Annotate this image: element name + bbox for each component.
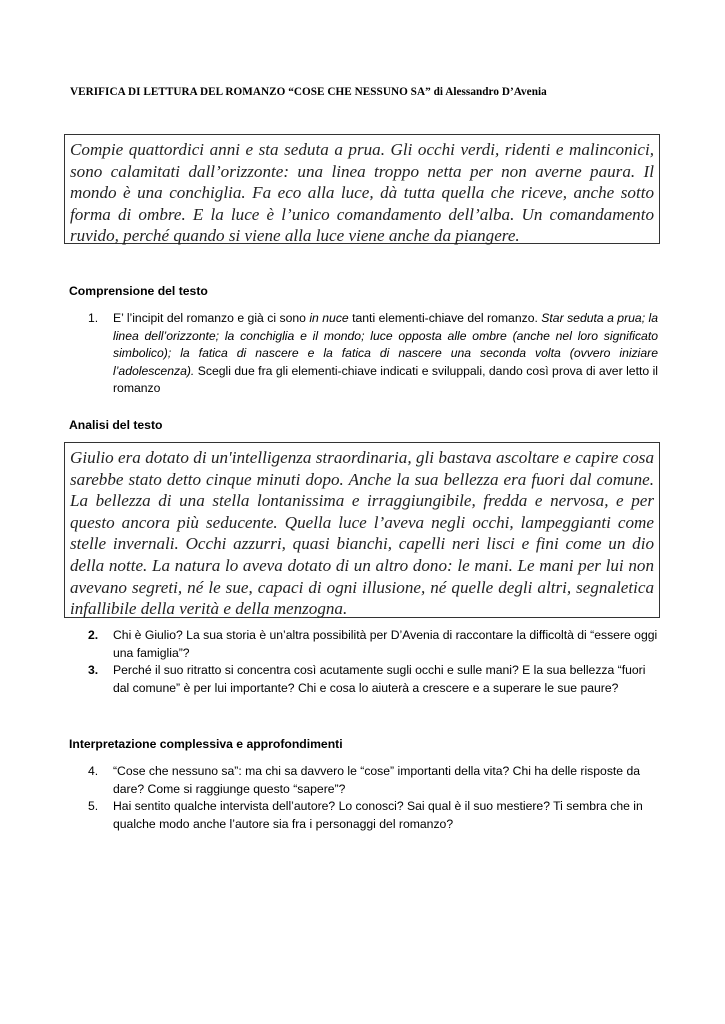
question-4 bbox=[88, 763, 658, 798]
question-5 bbox=[88, 798, 658, 833]
question-text-part: tanti elementi-chiave del romanzo. bbox=[348, 311, 542, 325]
section-heading-analisi: Analisi del testo bbox=[69, 418, 163, 432]
incipit-quote-box bbox=[64, 134, 660, 244]
section-heading-interpretazione: Interpretazione complessiva e approfondimenti bbox=[69, 737, 343, 751]
incipit-quote-text: Compie quattordici anni e sta seduta a prua. Gli occhi verdi, ridenti e malinconici, sono calamitati dall’orizzonte: una linea troppo netta per non averne paura. Il mondo è una conchiglia. Fa eco alla luce, dà tutta quella che riceve, anche sotto forma di ombre. E la luce è l’unico comandamento dell’alba. Un comandamento ruvido, perché quando si viene alla luce viene anche da piangere. bbox=[70, 140, 654, 246]
question-text-italic: Star seduta a prua; la linea dell’orizzonte; la conchiglia e il mondo; luce opposta alle ombre (anche nel loro significato simbolico); la fatica di nascere e la fatica di nascere una seconda volta (ovvero iniziare l’adolescenza). bbox=[113, 311, 658, 378]
question-number: 4. bbox=[88, 764, 99, 778]
question-text bbox=[113, 310, 658, 398]
question-2 bbox=[88, 627, 658, 662]
question-number: 3. bbox=[88, 663, 99, 677]
question-text: “Cose che nessuno sa”: ma chi sa davvero le “cose” importanti della vita? Chi ha delle risposte da dare? Come si raggiunge questo “sapere”? bbox=[113, 764, 641, 796]
question-text: Hai sentito qualche intervista dell’autore? Lo conosci? Sai qual è il suo mestiere? Ti sembra che in qualche modo anche l’autore sia fra i personaggi del romanzo? bbox=[113, 799, 643, 831]
question-text: Chi è Giulio? La sua storia è un’altra possibilità per D’Avenia di raccontare la difficoltà di “essere oggi una famiglia”? bbox=[113, 628, 658, 660]
question-number: 1. bbox=[88, 311, 99, 325]
question-number: 2. bbox=[88, 628, 99, 642]
question-text-part: Scegli due fra gli elementi-chiave indicati e sviluppali, dando così prova di aver letto il romanzo bbox=[113, 363, 658, 396]
question-text-italic: in nuce bbox=[309, 311, 349, 325]
question-text-part: E’ l’incipit del romanzo e già ci sono bbox=[113, 311, 310, 325]
giulio-quote-box bbox=[64, 442, 660, 618]
section-heading-comprensione: Comprensione del testo bbox=[69, 284, 208, 298]
document-title: VERIFICA DI LETTURA DEL ROMANZO “COSE CHE NESSUNO SA” di Alessandro D’Avenia bbox=[70, 86, 547, 98]
question-1 bbox=[88, 310, 658, 398]
question-3 bbox=[88, 662, 658, 697]
giulio-quote-text: Giulio era dotato di un'intelligenza straordinaria, gli bastava ascoltare e capire cosa sarebbe stato detto cinque minuti dopo. Anche la sua bellezza era fuori dal comune. La bellezza di una stella lontanissima e irraggiungibile, fredda e nervosa, e per questo ancora più seducente. Quella luce l’aveva negli occhi, lampeggianti come stelle invernali. Occhi azzurri, quasi bianchi, capelli neri lisci e fini come un dio della notte. La natura lo aveva dotato di un altro dono: le mani. Le mani per lui non avevano segreti, né le sue, capaci di ogni illusione, né quelle degli altri, segnaletica infallibile della verità e della menzogna. bbox=[70, 448, 654, 619]
question-number: 5. bbox=[88, 799, 99, 813]
question-text: Perché il suo ritratto si concentra così acutamente sugli occhi e sulle mani? E la sua bellezza “fuori dal comune” è per lui importante? Chi e cosa lo aiuterà a crescere e a superare le sue paure? bbox=[113, 663, 646, 695]
